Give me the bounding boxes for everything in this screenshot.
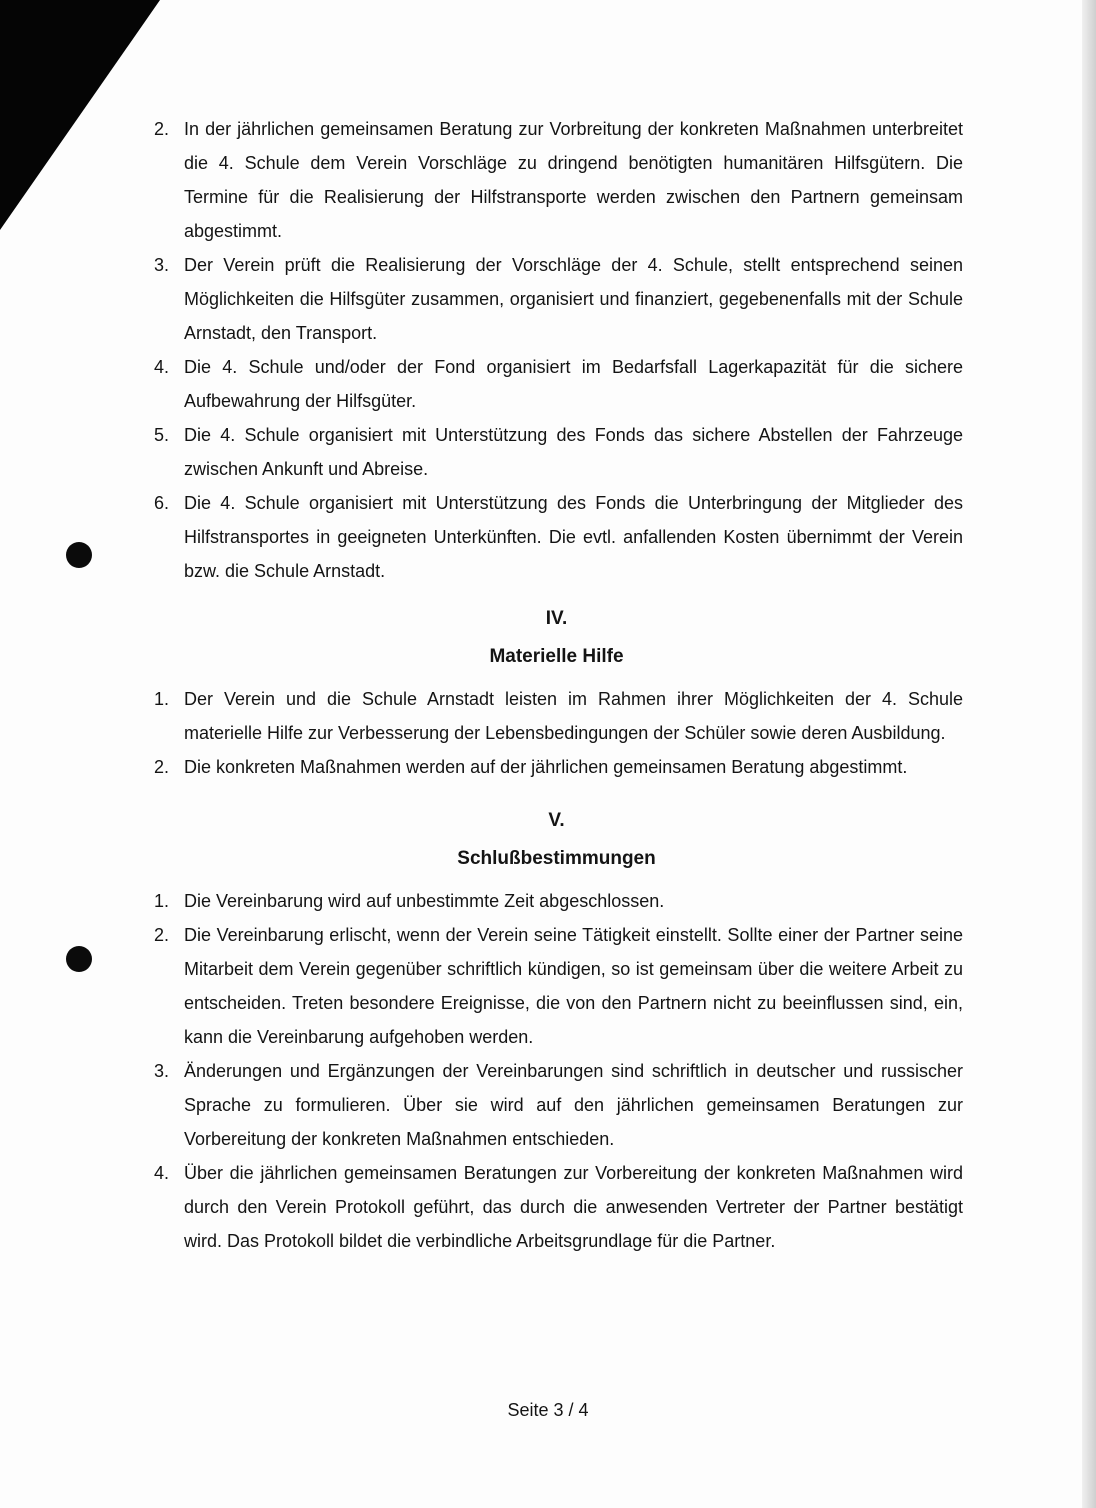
item-number: 4. bbox=[154, 1163, 170, 1183]
section-iv-list bbox=[150, 682, 963, 784]
continued-list bbox=[150, 112, 963, 588]
item-number: 1. bbox=[154, 689, 170, 709]
item-text: Die 4. Schule organisiert mit Unterstützung des Fonds das sichere Abstellen der Fahrzeuge zwischen Ankunft und Abreise. bbox=[184, 425, 963, 479]
item-text: Der Verein prüft die Realisierung der Vorschläge der 4. Schule, stellt entsprechend seinen Möglichkeiten die Hilfsgüter zusammen, organisiert und finanziert, gegebenenfalls mit der Schule Arnstadt, den Transport. bbox=[184, 255, 963, 343]
item-number: 2. bbox=[154, 757, 170, 777]
page-number: Seite 3 / 4 bbox=[507, 1400, 589, 1420]
item-text: In der jährlichen gemeinsamen Beratung zur Vorbreitung der konkreten Maßnahmen unterbreitet die 4. Schule dem Verein Vorschläge zu dringend benötigten humanitären Hilfsgütern. Die Termine für die Realisierung der Hilfstransporte werden zwischen den Partnern gemeinsam abgestimmt. bbox=[184, 119, 963, 241]
list-item bbox=[150, 486, 963, 588]
item-number: 6. bbox=[154, 493, 170, 513]
list-item bbox=[150, 248, 963, 350]
item-text: Die Vereinbarung wird auf unbestimmte Zeit abgeschlossen. bbox=[184, 891, 665, 911]
list-item bbox=[150, 112, 963, 248]
section-iv-numeral: IV. bbox=[545, 608, 568, 629]
item-number: 5. bbox=[154, 425, 170, 445]
list-item bbox=[150, 1054, 963, 1156]
section-v-list bbox=[150, 884, 963, 1258]
item-number: 1. bbox=[154, 891, 170, 911]
section-v-numeral: V. bbox=[548, 810, 565, 831]
list-item bbox=[150, 418, 963, 486]
item-number: 3. bbox=[154, 255, 170, 275]
document-body bbox=[150, 112, 963, 1258]
item-text: Änderungen und Ergänzungen der Vereinbarungen sind schriftlich in deutscher und russischer Sprache zu formulieren. Über sie wird auf den jährlichen gemeinsamen Beratungen zur Vorbereitung der konkreten Maßnahmen entschieden. bbox=[184, 1061, 963, 1149]
list-item bbox=[150, 1156, 963, 1258]
item-number: 2. bbox=[154, 925, 170, 945]
list-item bbox=[150, 750, 963, 784]
section-iv-heading: Materielle Hilfe bbox=[489, 646, 624, 667]
item-text: Die konkreten Maßnahmen werden auf der jährlichen gemeinsamen Beratung abgestimmt. bbox=[184, 757, 908, 777]
item-text: Über die jährlichen gemeinsamen Beratungen zur Vorbereitung der konkreten Maßnahmen wird durch den Verein Protokoll geführt, das durch die anwesenden Vertreter der Partner bestätigt wird. Das Protokoll bildet die verbindliche Arbeitsgrundlage für die Partner. bbox=[184, 1163, 963, 1251]
list-item bbox=[150, 918, 963, 1054]
item-number: 3. bbox=[154, 1061, 170, 1081]
list-item bbox=[150, 682, 963, 750]
list-item bbox=[150, 884, 963, 918]
item-number: 4. bbox=[154, 357, 170, 377]
item-text: Der Verein und die Schule Arnstadt leisten im Rahmen ihrer Möglichkeiten der 4. Schule materielle Hilfe zur Verbesserung der Lebensbedingungen der Schüler sowie deren Ausbildung. bbox=[184, 689, 963, 743]
item-text: Die Vereinbarung erlischt, wenn der Verein seine Tätigkeit einstellt. Sollte einer der Partner seine Mitarbeit dem Verein gegenüber schriftlich kündigen, so ist gemeinsam über die weitere Arbeit zu entscheiden. Treten besondere Ereignisse, die von den Partnern nicht zu beeinflussen sind, ein, kann die Vereinbarung aufgehoben werden. bbox=[184, 925, 963, 1047]
item-text: Die 4. Schule und/oder der Fond organisiert im Bedarfsfall Lagerkapazität für die sichere Aufbewahrung der Hilfsgüter. bbox=[184, 357, 963, 411]
item-number: 2. bbox=[154, 119, 170, 139]
section-v-heading: Schlußbestimmungen bbox=[457, 848, 656, 869]
punch-hole-icon bbox=[66, 946, 92, 972]
scan-page-edge bbox=[1082, 0, 1096, 1508]
list-item bbox=[150, 350, 963, 418]
item-text: Die 4. Schule organisiert mit Unterstützung des Fonds die Unterbringung der Mitglieder des Hilfstransportes in geeigneten Unterkünften. Die evtl. anfallenden Kosten übernimmt der Verein bzw. die Schule Arnstadt. bbox=[184, 493, 963, 581]
punch-hole-icon bbox=[66, 542, 92, 568]
